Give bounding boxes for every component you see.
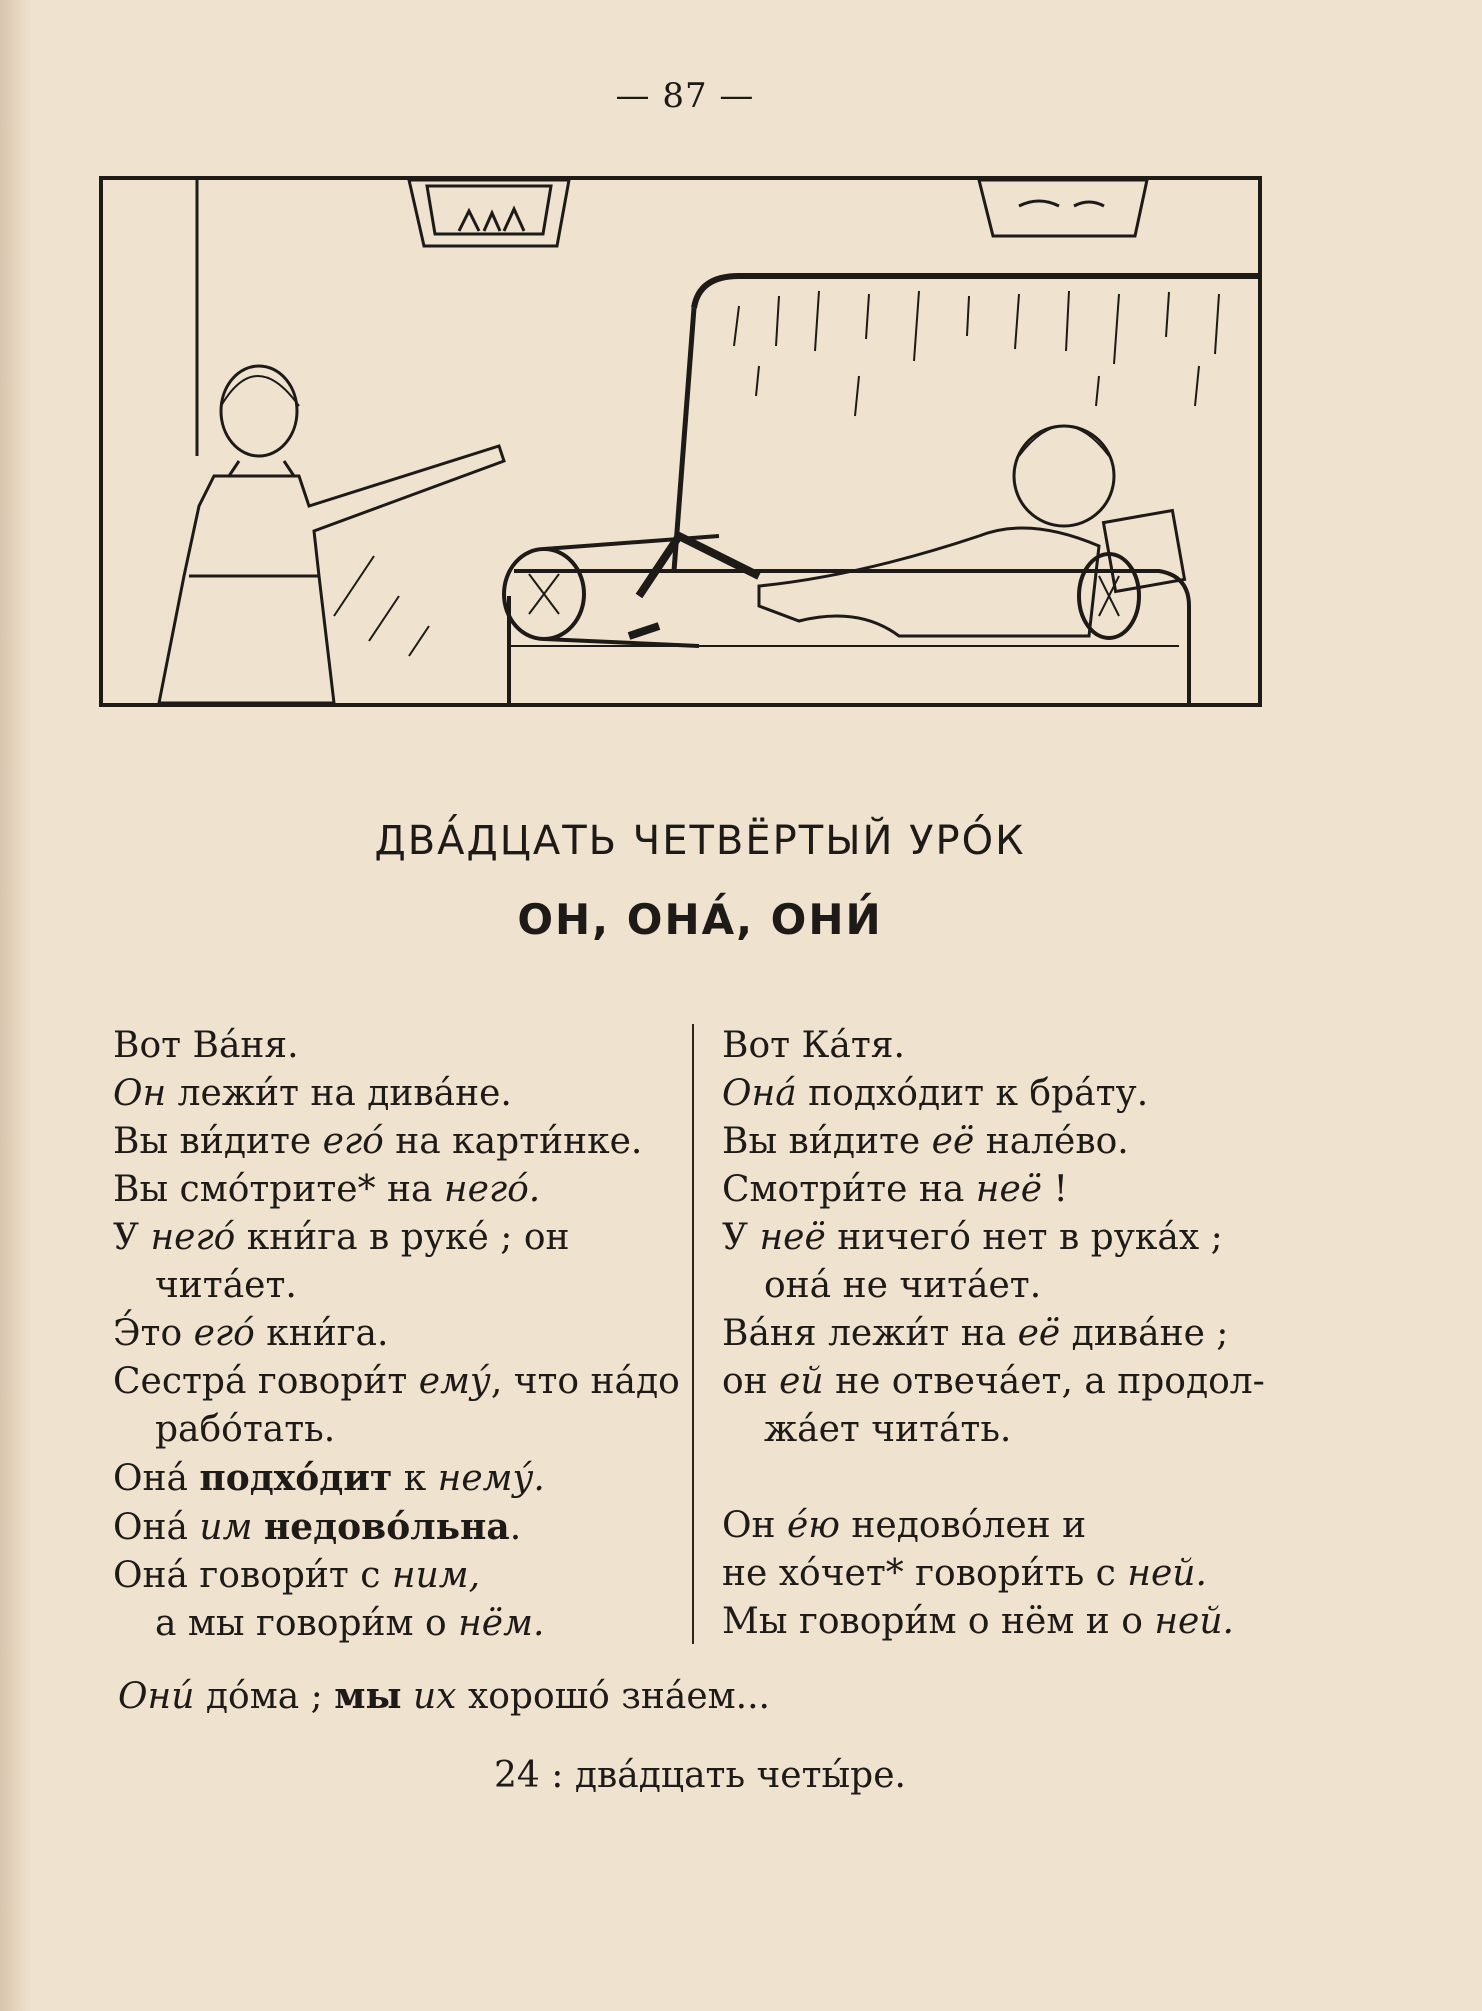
text-line: Э́то его́ кни́га. bbox=[113, 1313, 389, 1354]
summary-line: Они́ до́ма ; мы их хорошо́ зна́ем... bbox=[118, 1675, 770, 1717]
lesson-subtitle: ОН, ОНА́, ОНИ́ bbox=[517, 895, 883, 944]
girl-pointing bbox=[159, 366, 504, 703]
text-line: У неё ничего́ нет в рука́х ; bbox=[722, 1217, 1223, 1258]
text-line: Она́ им недово́льна. bbox=[113, 1506, 522, 1548]
picture-frame-left bbox=[409, 180, 569, 246]
text-line: Он лежи́т на дива́не. bbox=[113, 1073, 512, 1114]
text-line: Вы ви́дите его́ на карти́нке. bbox=[113, 1121, 643, 1162]
text-line: она́ не чита́ет. bbox=[764, 1265, 1042, 1306]
text-line: не хо́чет* говори́ть с ней. bbox=[722, 1553, 1207, 1594]
text-line: Ва́ня лежи́т на её дива́не ; bbox=[722, 1313, 1229, 1354]
column-divider bbox=[692, 1024, 694, 1644]
text-line: Вы ви́дите её нале́во. bbox=[722, 1121, 1129, 1162]
lesson-title: ДВА́ДЦАТЬ ЧЕТВЁРТЫЙ УРО́К bbox=[374, 818, 1026, 864]
sofa bbox=[504, 276, 1259, 703]
text-line: Он е́ю недово́лен и bbox=[722, 1505, 1087, 1546]
boy-reading bbox=[629, 426, 1185, 636]
page-number: — 87 — bbox=[615, 76, 755, 116]
text-line: Она́ подхо́дит к бра́ту. bbox=[722, 1073, 1149, 1114]
text-line: Мы говори́м о нём и о ней. bbox=[722, 1601, 1234, 1642]
right-column bbox=[722, 1022, 1292, 1646]
text-line: Она́ говори́т с ним, bbox=[113, 1555, 481, 1596]
paragraph-gap bbox=[722, 1454, 1292, 1502]
lesson-illustration bbox=[99, 176, 1262, 707]
text-line: а мы говори́м о нём. bbox=[155, 1603, 545, 1644]
text-line: У него́ кни́га в руке́ ; он bbox=[113, 1217, 570, 1258]
text-line: Вот Ва́ня. bbox=[113, 1025, 299, 1066]
text-line: Сестра́ говори́т ему́, что на́до bbox=[113, 1361, 680, 1402]
text-line: он ей не отвеча́ет, а продол- bbox=[722, 1361, 1265, 1402]
picture-frame-right bbox=[979, 180, 1147, 236]
page-edge-shadow bbox=[0, 0, 32, 2011]
text-line: Смотри́те на неё ! bbox=[722, 1169, 1068, 1210]
text-line: Она́ подхо́дит к нему́. bbox=[113, 1457, 545, 1499]
text-line: чита́ет. bbox=[155, 1265, 297, 1306]
lesson-number-footer: 24 : два́дцать четы́ре. bbox=[494, 1755, 906, 1796]
text-line: Вот Ка́тя. bbox=[722, 1025, 905, 1066]
text-line: рабо́тать. bbox=[155, 1409, 336, 1450]
left-column bbox=[113, 1022, 680, 1648]
text-line: жа́ет чита́ть. bbox=[764, 1409, 1012, 1450]
text-line: Вы смо́трите* на него́. bbox=[113, 1169, 541, 1210]
